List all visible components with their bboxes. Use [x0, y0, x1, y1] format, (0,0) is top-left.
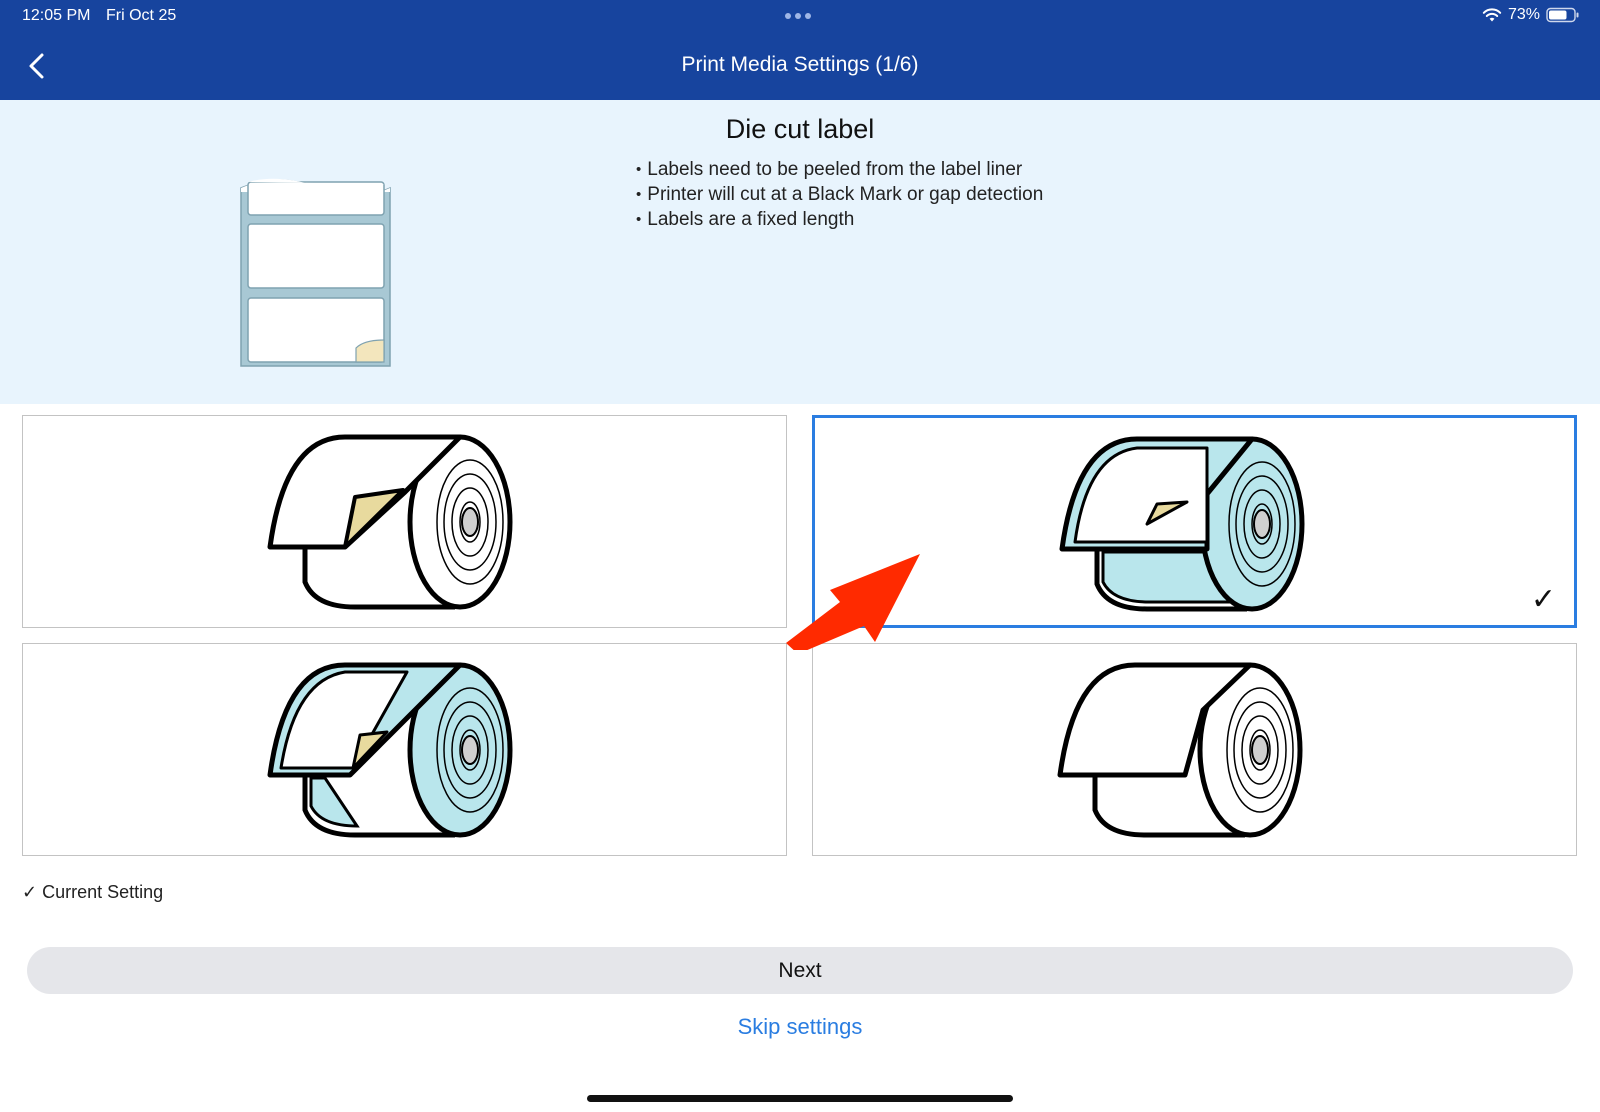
status-date: Fri Oct 25: [106, 7, 177, 24]
current-setting-legend: ✓ Current Setting: [22, 882, 164, 902]
page-title: Print Media Settings (1/6): [681, 53, 919, 76]
skip-settings-link[interactable]: Skip settings: [737, 1014, 863, 1039]
battery-percent: 73%: [1507, 6, 1540, 23]
description-item: • Printer will cut at a Black Mark or gap detection: [636, 183, 1043, 208]
media-option-1[interactable]: [22, 415, 787, 628]
die-cut-label-roll-icon: [1057, 424, 1317, 624]
media-description-list: [636, 158, 1043, 233]
media-option-4[interactable]: [812, 643, 1577, 856]
media-option-2[interactable]: [812, 415, 1577, 628]
continuous-roll-icon: [1055, 650, 1315, 850]
header-bar: [0, 0, 1600, 100]
wifi-icon: [1482, 7, 1502, 23]
battery-icon: [1546, 7, 1580, 23]
checkmark-icon: ✓: [1530, 583, 1556, 616]
die-cut-label-sheet-icon: [238, 178, 394, 370]
media-info-panel: [0, 100, 1600, 404]
description-item: • Labels are a fixed length: [636, 208, 1043, 233]
home-indicator[interactable]: [587, 1095, 1013, 1102]
multitasking-dots-icon[interactable]: [785, 13, 811, 19]
continuous-roll-with-liner-icon: [265, 422, 525, 622]
annotation-arrow-icon: [780, 550, 920, 650]
status-right: [1482, 6, 1580, 24]
description-item: • Labels need to be peeled from the label liner: [636, 158, 1043, 183]
media-option-3[interactable]: [22, 643, 787, 856]
die-cut-label-roll-peel-icon: [265, 650, 525, 850]
media-type-title: Die cut label: [725, 114, 875, 144]
status-time: 12:05 PM: [22, 7, 91, 24]
next-button[interactable]: Next: [27, 947, 1573, 994]
